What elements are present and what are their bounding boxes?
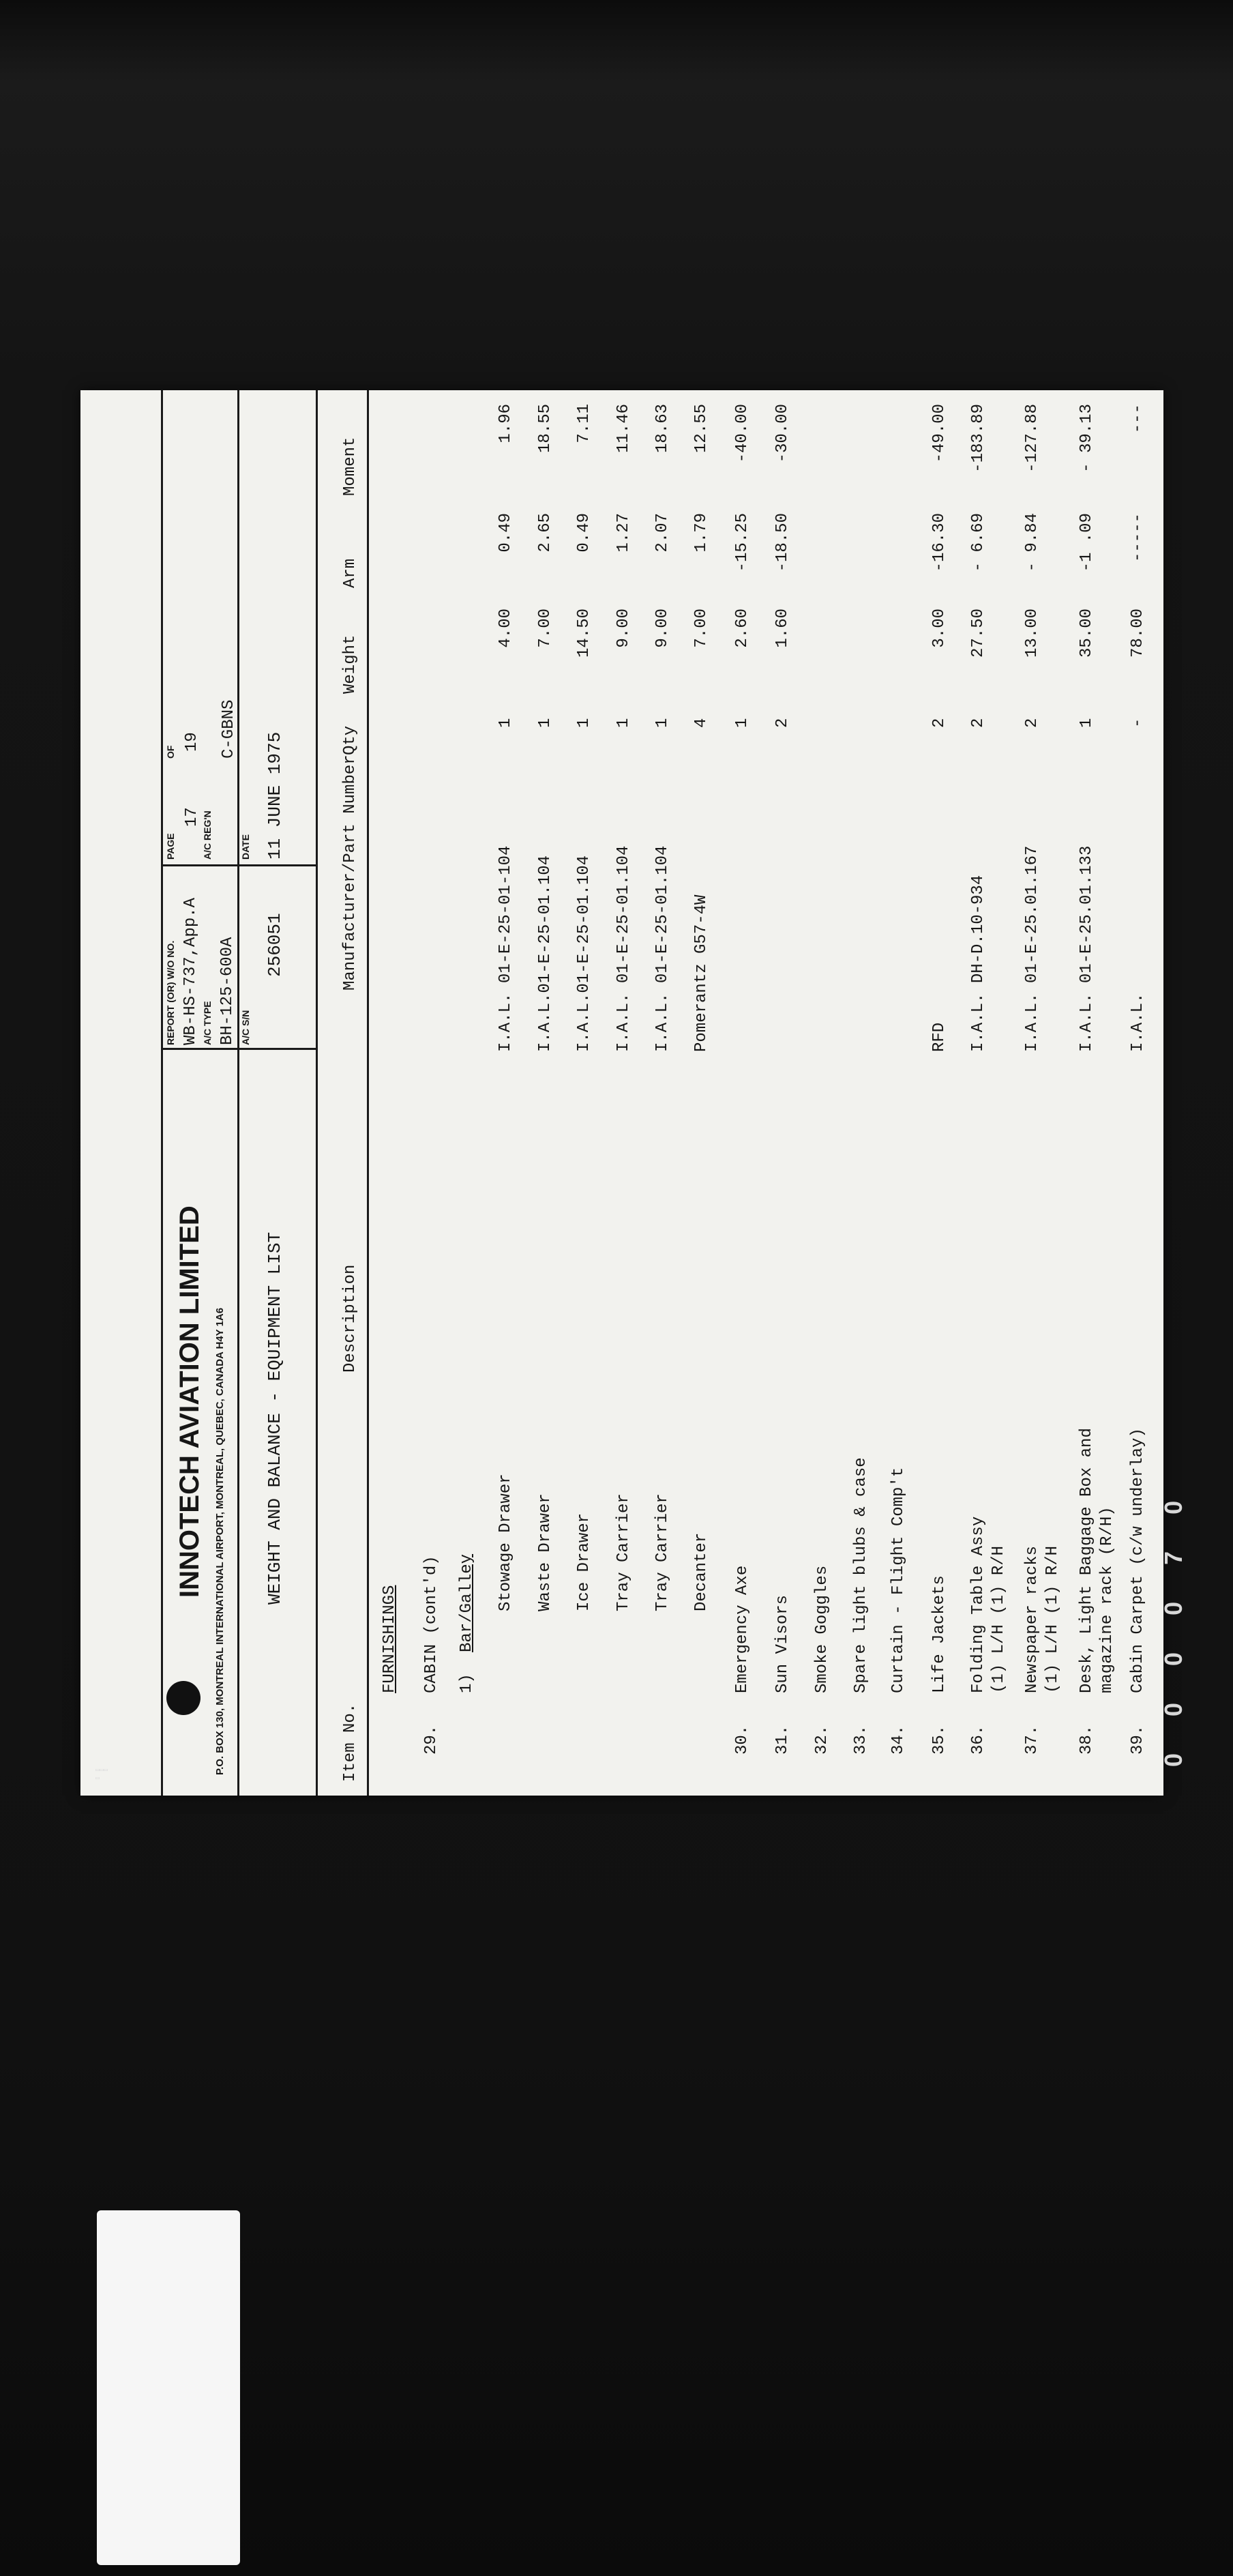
arm-value: 2.07 xyxy=(653,513,672,553)
item-description: Cabin Carpet (c/w underlay) xyxy=(1129,1428,1147,1693)
item-number: 39. xyxy=(1129,1725,1147,1755)
column-header-description: Description xyxy=(341,1264,359,1373)
actype-value: BH-125-600A xyxy=(218,937,237,1045)
header-top-rule xyxy=(161,390,163,1796)
item-number: 34. xyxy=(889,1725,908,1755)
column-header-qty: Qty xyxy=(341,725,359,755)
page-landscape xyxy=(80,390,1163,1796)
weight-value: 9.00 xyxy=(614,609,633,648)
quantity: 1 xyxy=(496,718,515,728)
moment-value: -49.00 xyxy=(930,404,949,463)
part-number: RFD xyxy=(930,1022,949,1052)
quantity: 1 xyxy=(1078,718,1096,728)
item-description-sub: Bar/Galley xyxy=(458,1553,476,1652)
list-title: WEIGHT AND BALANCE - EQUIPMENT LIST xyxy=(265,1231,285,1605)
weight-value: 35.00 xyxy=(1078,609,1096,658)
arm-value: -1 .09 xyxy=(1078,513,1096,572)
page-label: PAGE xyxy=(165,833,176,860)
weight-value: 1.60 xyxy=(773,609,792,648)
quantity: 2 xyxy=(1023,718,1041,728)
rotated-page xyxy=(80,390,1163,1796)
moment-value: 7.11 xyxy=(575,404,593,443)
item-description: Sun Visors xyxy=(773,1594,792,1693)
item-description: 1) xyxy=(458,1673,476,1693)
weight-value: 78.00 xyxy=(1129,609,1147,658)
weight-value: 9.00 xyxy=(653,609,672,648)
arm-value: 1.27 xyxy=(614,513,633,553)
weight-value: 4.00 xyxy=(496,609,515,648)
item-number: 37. xyxy=(1023,1725,1041,1755)
header-mid-rule xyxy=(237,390,239,1796)
quantity: 1 xyxy=(536,718,554,728)
acsn-label: A/C S/N xyxy=(240,1010,251,1045)
arm-value: 0.49 xyxy=(496,513,515,553)
column-header-weight: Weight xyxy=(341,634,359,694)
part-number: Pomerantz G57-4W xyxy=(692,894,711,1052)
item-description: Smoke Goggles xyxy=(813,1565,831,1693)
quantity: 1 xyxy=(653,718,672,728)
quantity: 4 xyxy=(692,718,711,728)
page-total: 19 xyxy=(183,732,201,752)
item-description: Emergency Axe xyxy=(733,1565,752,1693)
item-description: Tray Carrier xyxy=(614,1493,633,1611)
item-description-line2: (1) L/H (1) R/H xyxy=(990,1545,1008,1693)
report-label: REPORT (OR) W/O NO. xyxy=(165,940,176,1045)
item-description: Folding Table Assy xyxy=(969,1516,987,1693)
quantity: 1 xyxy=(733,718,752,728)
acsn-value: 256051 xyxy=(265,913,285,977)
item-description: Ice Drawer xyxy=(575,1512,593,1611)
film-frame-code: 0 0 0 0 7 0 xyxy=(1159,1485,1187,1767)
document-sheet xyxy=(80,390,1163,1796)
quantity: - xyxy=(1129,718,1147,728)
item-description: Life Jackets xyxy=(930,1575,949,1693)
punch-hole xyxy=(166,1681,200,1715)
moment-value: - 39.13 xyxy=(1078,404,1096,473)
report-value: WB-HS-737,App.A xyxy=(181,897,200,1045)
part-number: I.A.L. 01-E-25-01.104 xyxy=(614,845,633,1052)
moment-value: -127.88 xyxy=(1023,404,1041,473)
item-number: 31. xyxy=(773,1725,792,1755)
weight-value: 7.00 xyxy=(692,609,711,648)
item-number: 38. xyxy=(1078,1725,1096,1755)
moment-value: --- xyxy=(1129,404,1147,434)
moment-value: -183.89 xyxy=(969,404,987,473)
weight-value: 13.00 xyxy=(1023,609,1041,658)
column-header-item: Item No. xyxy=(341,1703,359,1782)
page-number: 17 xyxy=(183,807,201,827)
item-description: FURNISHINGS xyxy=(381,1585,399,1693)
arm-value: ----- xyxy=(1129,513,1147,563)
item-number: 32. xyxy=(813,1725,831,1755)
of-label: OF xyxy=(165,745,176,759)
item-description-line2: (1) L/H (1) R/H xyxy=(1043,1545,1062,1693)
arm-value: 1.79 xyxy=(692,513,711,553)
column-header-manufacturer: Manufacturer/Part Number xyxy=(341,755,359,991)
moment-value: 12.55 xyxy=(692,404,711,454)
part-number: I.A.L.01-E-25-01.104 xyxy=(575,855,593,1052)
part-number: I.A.L. 01-E-25.01.133 xyxy=(1078,845,1096,1052)
arm-value: -18.50 xyxy=(773,513,792,572)
part-number: I.A.L. 01-E-25-01.104 xyxy=(653,845,672,1052)
item-description: Desk, Light Baggage Box and xyxy=(1078,1428,1096,1693)
arm-value: 2.65 xyxy=(536,513,554,553)
arm-value: -15.25 xyxy=(733,513,752,572)
arm-value: -16.30 xyxy=(930,513,949,572)
company-address: P.O. BOX 130, MONTREAL INTERNATIONAL AIRPORT, MONTREAL, QUEBEC, CANADA H4Y 1A6 xyxy=(214,1307,226,1775)
date-label: DATE xyxy=(240,834,251,860)
item-number: 33. xyxy=(852,1725,870,1755)
weight-value: 14.50 xyxy=(575,609,593,658)
moment-value: -30.00 xyxy=(773,404,792,463)
item-number: 30. xyxy=(733,1725,752,1755)
item-description: CABIN (cont'd) xyxy=(422,1555,441,1693)
moment-value: 18.63 xyxy=(653,404,672,454)
item-description: Stowage Drawer xyxy=(496,1474,515,1611)
corner-stamp: ▭▭▭ ▭ xyxy=(95,1767,108,1783)
company-name: INNOTECH AVIATION LIMITED xyxy=(175,1205,205,1598)
arm-value: - 9.84 xyxy=(1023,513,1041,572)
part-number: I.A.L. xyxy=(1129,993,1147,1052)
quantity: 1 xyxy=(575,718,593,728)
quantity: 2 xyxy=(969,718,987,728)
quantity: 2 xyxy=(773,718,792,728)
moment-value: 11.46 xyxy=(614,404,633,454)
item-number: 36. xyxy=(969,1725,987,1755)
weight-value: 2.60 xyxy=(733,609,752,648)
weight-value: 3.00 xyxy=(930,609,949,648)
acreg-label: A/C REG'N xyxy=(202,810,213,860)
part-number: I.A.L. 01-E-25.01.167 xyxy=(1023,845,1041,1052)
part-number: I.A.L. 01-E-25-01-104 xyxy=(496,845,515,1052)
item-number: 29. xyxy=(422,1725,441,1755)
moment-value: -40.00 xyxy=(733,404,752,463)
header-divider-left xyxy=(161,1048,316,1050)
quantity: 1 xyxy=(614,718,633,728)
header-divider-right xyxy=(161,864,316,866)
header-bottom-rule xyxy=(316,390,318,1796)
arm-value: - 6.69 xyxy=(969,513,987,572)
item-number: 35. xyxy=(930,1725,949,1755)
item-description-line2: magazine rack (R/H) xyxy=(1098,1506,1116,1693)
arm-value: 0.49 xyxy=(575,513,593,553)
moment-value: 1.96 xyxy=(496,404,515,443)
item-description: Newspaper racks xyxy=(1023,1545,1041,1693)
quantity: 2 xyxy=(930,718,949,728)
weight-value: 7.00 xyxy=(536,609,554,648)
item-description: Tray Carrier xyxy=(653,1493,672,1611)
column-header-rule xyxy=(367,390,369,1796)
date-value: 11 JUNE 1975 xyxy=(265,731,285,860)
actype-label: A/C TYPE xyxy=(202,1001,213,1045)
acreg-value: C-GBNS xyxy=(220,699,238,759)
film-leader-patch xyxy=(97,2210,240,2565)
item-description: Curtain - Flight Comp't xyxy=(889,1467,908,1693)
column-header-moment: Moment xyxy=(341,437,359,496)
item-description: Decanter xyxy=(692,1532,711,1611)
part-number: I.A.L. DH-D.10-934 xyxy=(969,875,987,1052)
item-description: Waste Drawer xyxy=(536,1493,554,1611)
column-header-arm: Arm xyxy=(341,558,359,588)
moment-value: 18.55 xyxy=(536,404,554,454)
weight-value: 27.50 xyxy=(969,609,987,658)
part-number: I.A.L.01-E-25-01.104 xyxy=(536,855,554,1052)
item-description: Spare light blubs & case xyxy=(852,1457,870,1693)
